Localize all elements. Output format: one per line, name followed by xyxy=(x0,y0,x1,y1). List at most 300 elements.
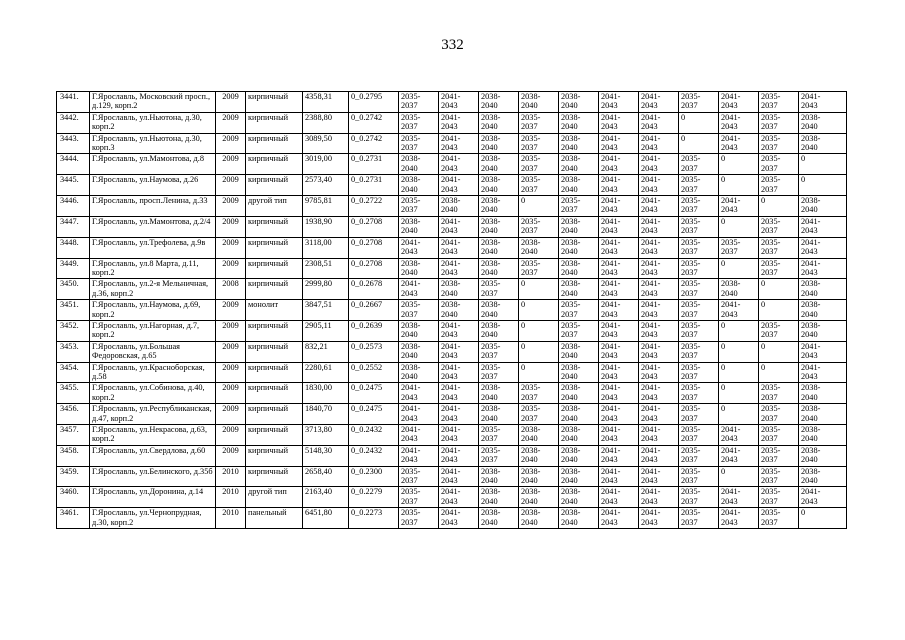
repair-period-cell: 2038- 2040 xyxy=(559,404,599,425)
repair-period-cell: 0 xyxy=(759,341,799,362)
area-cell: 2388,80 xyxy=(303,112,349,133)
repair-period-cell: 2041- 2043 xyxy=(439,466,479,487)
repair-period-cell: 2038- 2040 xyxy=(559,341,599,362)
repair-period-cell: 2038- 2040 xyxy=(559,383,599,404)
area-cell: 2658,40 xyxy=(303,466,349,487)
rating-cell: 0_0.2432 xyxy=(349,445,399,466)
rating-cell: 0_0.2731 xyxy=(349,175,399,196)
repair-period-cell: 2038- 2040 xyxy=(479,487,519,508)
table-row xyxy=(57,425,847,446)
repair-period-cell: 2035- 2037 xyxy=(479,425,519,446)
year-cell: 2010 xyxy=(216,487,246,508)
repair-period-cell: 2038- 2040 xyxy=(479,154,519,175)
repair-period-cell: 2041- 2043 xyxy=(439,320,479,341)
area-cell: 3713,80 xyxy=(303,425,349,446)
wall-material-cell: кирпичный xyxy=(246,133,303,154)
repair-period-cell: 2035- 2037 xyxy=(679,300,719,321)
row-number: 3441. xyxy=(57,92,90,113)
repair-period-cell: 2041- 2043 xyxy=(399,445,439,466)
repair-period-cell: 2038- 2040 xyxy=(559,445,599,466)
repair-period-cell: 2038- 2040 xyxy=(559,112,599,133)
repair-period-cell: 0 xyxy=(799,175,847,196)
repair-period-cell: 2041- 2043 xyxy=(799,258,847,279)
address-cell: Г.Ярославль, ул.Большая Федоровская, д.65 xyxy=(90,341,216,362)
rating-cell: 0_0.2708 xyxy=(349,216,399,237)
repair-period-cell: 2035- 2037 xyxy=(679,341,719,362)
repair-period-cell: 2035- 2037 xyxy=(759,258,799,279)
repair-period-cell: 2035- 2037 xyxy=(399,92,439,113)
rating-cell: 0_0.2573 xyxy=(349,341,399,362)
address-cell: Г.Ярославль, ул.Свердлова, д.60 xyxy=(90,445,216,466)
year-cell: 2009 xyxy=(216,383,246,404)
repair-period-cell: 2041- 2043 xyxy=(639,487,679,508)
repair-period-cell: 2041- 2043 xyxy=(439,133,479,154)
repair-period-cell: 2035- 2037 xyxy=(759,404,799,425)
year-cell: 2009 xyxy=(216,341,246,362)
repair-period-cell: 2035- 2037 xyxy=(759,237,799,258)
repair-period-cell: 2035- 2037 xyxy=(679,279,719,300)
row-number: 3452. xyxy=(57,320,90,341)
repair-period-cell: 2041- 2043 xyxy=(599,320,639,341)
repair-period-cell: 2041- 2043 xyxy=(639,383,679,404)
row-number: 3461. xyxy=(57,508,90,529)
address-cell: Г.Ярославль, ул.Собинова, д.40, корп.2 xyxy=(90,383,216,404)
repair-period-cell: 2041- 2043 xyxy=(439,92,479,113)
repair-period-cell: 2041- 2043 xyxy=(599,112,639,133)
repair-period-cell: 2041- 2043 xyxy=(439,175,479,196)
repair-period-cell: 2038- 2040 xyxy=(799,196,847,217)
repair-period-cell: 2041- 2043 xyxy=(799,237,847,258)
repair-period-cell: 2038- 2040 xyxy=(799,112,847,133)
repair-period-cell: 2035- 2037 xyxy=(479,279,519,300)
repair-period-cell: 2041- 2043 xyxy=(799,487,847,508)
rating-cell: 0_0.2639 xyxy=(349,320,399,341)
repair-period-cell: 0 xyxy=(759,362,799,383)
table-row xyxy=(57,320,847,341)
year-cell: 2009 xyxy=(216,133,246,154)
area-cell: 1840,70 xyxy=(303,404,349,425)
repair-period-cell: 2041- 2043 xyxy=(599,362,639,383)
repair-period-cell: 2038- 2040 xyxy=(479,320,519,341)
row-number: 3451. xyxy=(57,300,90,321)
repair-period-cell: 0 xyxy=(719,362,759,383)
repair-period-cell: 2038- 2040 xyxy=(799,466,847,487)
repair-period-cell: 2038- 2040 xyxy=(799,279,847,300)
rating-cell: 0_0.2742 xyxy=(349,112,399,133)
year-cell: 2009 xyxy=(216,445,246,466)
repair-period-cell: 2041- 2043 xyxy=(719,508,759,529)
row-number: 3457. xyxy=(57,425,90,446)
repair-period-cell: 0 xyxy=(759,196,799,217)
repair-period-cell: 2035- 2037 xyxy=(679,258,719,279)
repair-period-cell: 2038- 2040 xyxy=(479,508,519,529)
rating-cell: 0_0.2475 xyxy=(349,404,399,425)
repair-period-cell: 2035- 2037 xyxy=(759,320,799,341)
repair-period-cell: 2038- 2040 xyxy=(559,154,599,175)
repair-period-cell: 0 xyxy=(719,154,759,175)
repair-period-cell: 0 xyxy=(679,112,719,133)
repair-period-cell: 2041- 2043 xyxy=(439,425,479,446)
repair-period-cell: 2041- 2043 xyxy=(599,445,639,466)
repair-period-cell: 2035- 2037 xyxy=(679,154,719,175)
repair-period-cell: 2035- 2037 xyxy=(519,175,559,196)
row-number: 3456. xyxy=(57,404,90,425)
year-cell: 2009 xyxy=(216,362,246,383)
wall-material-cell: монолит xyxy=(246,300,303,321)
repair-period-cell: 2038- 2040 xyxy=(519,237,559,258)
repair-period-cell: 2041- 2043 xyxy=(639,508,679,529)
repair-period-cell: 2038- 2040 xyxy=(559,216,599,237)
table-row xyxy=(57,404,847,425)
repair-period-cell: 2038- 2040 xyxy=(479,383,519,404)
repair-period-cell: 0 xyxy=(799,154,847,175)
wall-material-cell: кирпичный xyxy=(246,425,303,446)
rating-cell: 0_0.2708 xyxy=(349,258,399,279)
repair-period-cell: 2041- 2043 xyxy=(719,445,759,466)
repair-period-cell: 2035- 2037 xyxy=(679,92,719,113)
row-number: 3442. xyxy=(57,112,90,133)
address-cell: Г.Ярославль, ул.Наумова, д.26 xyxy=(90,175,216,196)
repair-period-cell: 2035- 2037 xyxy=(759,425,799,446)
repair-period-cell: 2035- 2037 xyxy=(679,466,719,487)
table-body xyxy=(57,92,847,529)
row-number: 3450. xyxy=(57,279,90,300)
area-cell: 6451,80 xyxy=(303,508,349,529)
address-cell: Г.Ярославль, ул.2-я Мельничная, д.36, корп.2 xyxy=(90,279,216,300)
repair-period-cell: 2041- 2043 xyxy=(599,133,639,154)
repair-period-cell: 2041- 2043 xyxy=(639,466,679,487)
repair-period-cell: 2041- 2043 xyxy=(399,279,439,300)
area-cell: 2280,61 xyxy=(303,362,349,383)
repair-period-cell: 2035- 2037 xyxy=(759,175,799,196)
rating-cell: 0_0.2475 xyxy=(349,383,399,404)
repair-period-cell: 2035- 2037 xyxy=(679,320,719,341)
repair-period-cell: 2041- 2043 xyxy=(639,279,679,300)
repair-period-cell: 2041- 2043 xyxy=(639,92,679,113)
repair-period-cell: 0 xyxy=(719,216,759,237)
rating-cell: 0_0.2678 xyxy=(349,279,399,300)
repair-period-cell: 2041- 2043 xyxy=(599,383,639,404)
repair-period-cell: 2038- 2040 xyxy=(399,258,439,279)
area-cell: 2999,80 xyxy=(303,279,349,300)
repair-period-cell: 2035- 2037 xyxy=(519,404,559,425)
repair-period-cell: 2041- 2043 xyxy=(639,320,679,341)
repair-period-cell: 2041- 2043 xyxy=(639,362,679,383)
repair-period-cell: 0 xyxy=(719,341,759,362)
repair-period-cell: 2038- 2040 xyxy=(479,196,519,217)
repair-period-cell: 2035- 2037 xyxy=(759,487,799,508)
wall-material-cell: кирпичный xyxy=(246,279,303,300)
area-cell: 2573,40 xyxy=(303,175,349,196)
area-cell: 2905,11 xyxy=(303,320,349,341)
repair-period-cell: 2035- 2037 xyxy=(519,383,559,404)
repair-period-cell: 2041- 2043 xyxy=(639,154,679,175)
rating-cell: 0_0.2722 xyxy=(349,196,399,217)
rating-cell: 0_0.2279 xyxy=(349,487,399,508)
repair-period-cell: 0 xyxy=(679,133,719,154)
repair-period-cell: 2038- 2040 xyxy=(559,362,599,383)
repair-period-cell: 2041- 2043 xyxy=(439,362,479,383)
repair-period-cell: 2038- 2040 xyxy=(559,92,599,113)
table-row xyxy=(57,196,847,217)
table-row xyxy=(57,508,847,529)
repair-period-cell: 2035- 2037 xyxy=(519,216,559,237)
repair-period-cell: 2041- 2043 xyxy=(639,133,679,154)
wall-material-cell: кирпичный xyxy=(246,237,303,258)
repair-period-cell: 2035- 2037 xyxy=(399,487,439,508)
repair-period-cell: 2035- 2037 xyxy=(759,92,799,113)
area-cell: 3089,50 xyxy=(303,133,349,154)
address-cell: Г.Ярославль, ул.Некрасова, д.63, корп.2 xyxy=(90,425,216,446)
repair-period-cell: 2041- 2043 xyxy=(639,258,679,279)
wall-material-cell: панельный xyxy=(246,508,303,529)
repair-period-cell: 2041- 2043 xyxy=(719,300,759,321)
address-cell: Г.Ярославль, ул.Нагорная, д.7, корп.2 xyxy=(90,320,216,341)
repair-period-cell: 2041- 2043 xyxy=(439,154,479,175)
repair-period-cell: 0 xyxy=(759,300,799,321)
repair-period-cell: 2041- 2043 xyxy=(639,112,679,133)
repair-period-cell: 2035- 2037 xyxy=(679,487,719,508)
repair-period-cell: 0 xyxy=(719,404,759,425)
year-cell: 2009 xyxy=(216,112,246,133)
year-cell: 2009 xyxy=(216,196,246,217)
rating-cell: 0_0.2795 xyxy=(349,92,399,113)
repair-period-cell: 2035- 2037 xyxy=(399,133,439,154)
repair-period-cell: 2035- 2037 xyxy=(399,300,439,321)
repair-period-cell: 0 xyxy=(519,362,559,383)
area-cell: 2163,40 xyxy=(303,487,349,508)
repair-period-cell: 2041- 2043 xyxy=(799,341,847,362)
repair-period-cell: 2038- 2040 xyxy=(559,425,599,446)
repair-period-cell: 2041- 2043 xyxy=(599,237,639,258)
area-cell: 3847,51 xyxy=(303,300,349,321)
area-cell: 5148,30 xyxy=(303,445,349,466)
repair-period-cell: 2041- 2043 xyxy=(439,216,479,237)
repair-period-cell: 2038- 2040 xyxy=(399,362,439,383)
repair-period-cell: 0 xyxy=(519,196,559,217)
repair-period-cell: 2038- 2040 xyxy=(479,92,519,113)
repair-period-cell: 2038- 2040 xyxy=(519,508,559,529)
repair-period-cell: 2038- 2040 xyxy=(399,341,439,362)
repair-period-cell: 2038- 2040 xyxy=(399,320,439,341)
repair-period-cell: 2038- 2040 xyxy=(519,92,559,113)
repair-period-cell: 2038- 2040 xyxy=(559,175,599,196)
repair-period-cell: 2035- 2037 xyxy=(759,383,799,404)
year-cell: 2009 xyxy=(216,175,246,196)
wall-material-cell: кирпичный xyxy=(246,258,303,279)
repair-period-cell: 2035- 2037 xyxy=(519,258,559,279)
repair-period-cell: 2041- 2043 xyxy=(599,404,639,425)
area-cell: 3118,00 xyxy=(303,237,349,258)
year-cell: 2009 xyxy=(216,92,246,113)
table-row xyxy=(57,92,847,113)
repair-period-cell: 2035- 2037 xyxy=(719,237,759,258)
repair-period-cell: 2038- 2040 xyxy=(519,487,559,508)
area-cell: 832,21 xyxy=(303,341,349,362)
repair-period-cell: 2041- 2043 xyxy=(719,425,759,446)
repair-period-cell: 2041- 2043 xyxy=(599,300,639,321)
repair-period-cell: 2035- 2037 xyxy=(519,133,559,154)
repair-period-cell: 2041- 2043 xyxy=(599,92,639,113)
repair-period-cell: 2035- 2037 xyxy=(679,404,719,425)
repair-period-cell: 2041- 2043 xyxy=(599,154,639,175)
address-cell: Г.Ярославль, ул.Наумова, д.69, корп.2 xyxy=(90,300,216,321)
wall-material-cell: кирпичный xyxy=(246,445,303,466)
table-row xyxy=(57,112,847,133)
repair-period-cell: 2041- 2043 xyxy=(639,445,679,466)
repair-period-cell: 2035- 2037 xyxy=(759,445,799,466)
rating-cell: 0_0.2742 xyxy=(349,133,399,154)
repair-period-cell: 2041- 2043 xyxy=(639,300,679,321)
repair-period-cell: 2038- 2040 xyxy=(479,466,519,487)
repair-period-cell: 2035- 2037 xyxy=(679,196,719,217)
rating-cell: 0_0.2300 xyxy=(349,466,399,487)
rating-cell: 0_0.2273 xyxy=(349,508,399,529)
repair-period-cell: 2041- 2043 xyxy=(719,133,759,154)
wall-material-cell: кирпичный xyxy=(246,175,303,196)
area-cell: 3019,00 xyxy=(303,154,349,175)
repair-period-cell: 2038- 2040 xyxy=(519,425,559,446)
area-cell: 4358,31 xyxy=(303,92,349,113)
row-number: 3443. xyxy=(57,133,90,154)
row-number: 3454. xyxy=(57,362,90,383)
repair-period-cell: 2041- 2043 xyxy=(639,216,679,237)
area-cell: 2308,51 xyxy=(303,258,349,279)
repair-period-cell: 2041- 2043 xyxy=(439,383,479,404)
repair-period-cell: 2041- 2043 xyxy=(719,112,759,133)
table-row xyxy=(57,487,847,508)
address-cell: Г.Ярославль, ул.Трефолева, д.9в xyxy=(90,237,216,258)
repair-period-cell: 2041- 2043 xyxy=(399,383,439,404)
repair-period-cell: 2038- 2040 xyxy=(799,404,847,425)
year-cell: 2009 xyxy=(216,404,246,425)
table-row xyxy=(57,362,847,383)
table-row xyxy=(57,133,847,154)
repair-period-cell: 2035- 2037 xyxy=(479,362,519,383)
repair-period-cell: 2035- 2037 xyxy=(399,196,439,217)
repair-period-cell: 2038- 2040 xyxy=(479,175,519,196)
repair-period-cell: 2035- 2037 xyxy=(759,216,799,237)
repair-period-cell: 2035- 2037 xyxy=(759,508,799,529)
repair-period-cell: 0 xyxy=(519,300,559,321)
repair-period-cell: 2038- 2040 xyxy=(799,445,847,466)
repair-period-cell: 2038- 2040 xyxy=(559,258,599,279)
year-cell: 2008 xyxy=(216,279,246,300)
repair-period-cell: 2038- 2040 xyxy=(519,445,559,466)
repair-period-cell: 2041- 2043 xyxy=(599,466,639,487)
repair-period-cell: 2041- 2043 xyxy=(599,508,639,529)
wall-material-cell: кирпичный xyxy=(246,92,303,113)
year-cell: 2009 xyxy=(216,300,246,321)
repair-period-cell: 2038- 2040 xyxy=(479,404,519,425)
address-cell: Г.Ярославль, ул.Мамонтова, д.2/4 xyxy=(90,216,216,237)
repair-period-cell: 2041- 2043 xyxy=(639,237,679,258)
rating-cell: 0_0.2708 xyxy=(349,237,399,258)
repair-period-cell: 2041- 2043 xyxy=(639,175,679,196)
repair-period-cell: 2041- 2043 xyxy=(439,112,479,133)
year-cell: 2009 xyxy=(216,258,246,279)
wall-material-cell: другой тип xyxy=(246,196,303,217)
repair-period-cell: 2038- 2040 xyxy=(479,133,519,154)
repair-period-cell: 2041- 2043 xyxy=(799,216,847,237)
repair-period-cell: 2038- 2040 xyxy=(799,320,847,341)
repair-period-cell: 2035- 2037 xyxy=(519,112,559,133)
repair-period-cell: 0 xyxy=(519,320,559,341)
repair-period-cell: 2035- 2037 xyxy=(679,445,719,466)
wall-material-cell: кирпичный xyxy=(246,216,303,237)
year-cell: 2009 xyxy=(216,216,246,237)
repair-period-cell: 2035- 2037 xyxy=(679,175,719,196)
row-number: 3449. xyxy=(57,258,90,279)
repair-period-cell: 2038- 2040 xyxy=(519,466,559,487)
repair-period-cell: 2035- 2037 xyxy=(679,508,719,529)
address-cell: Г.Ярославль, ул.Республиканская, д.47, корп.2 xyxy=(90,404,216,425)
table-row xyxy=(57,300,847,321)
repair-period-cell: 2038- 2040 xyxy=(399,154,439,175)
area-cell: 1938,90 xyxy=(303,216,349,237)
wall-material-cell: кирпичный xyxy=(246,362,303,383)
repair-period-cell: 2035- 2037 xyxy=(759,154,799,175)
repair-period-cell: 2041- 2043 xyxy=(599,175,639,196)
address-cell: Г.Ярославль, ул.Белинского, д.35б xyxy=(90,466,216,487)
repair-period-cell: 2035- 2037 xyxy=(759,466,799,487)
repair-period-cell: 2041- 2043 xyxy=(719,487,759,508)
repair-period-cell: 2041- 2043 xyxy=(719,92,759,113)
address-cell: Г.Ярославль, ул.Мамонтова, д.8 xyxy=(90,154,216,175)
year-cell: 2009 xyxy=(216,237,246,258)
repair-period-cell: 2041- 2043 xyxy=(439,341,479,362)
repair-period-cell: 2041- 2043 xyxy=(719,196,759,217)
repair-period-cell: 2035- 2037 xyxy=(759,133,799,154)
address-cell: Г.Ярославль, ул.Чернопрудная, д.30, корп.2 xyxy=(90,508,216,529)
table-row xyxy=(57,466,847,487)
repair-period-cell: 2041- 2043 xyxy=(599,279,639,300)
rating-cell: 0_0.2432 xyxy=(349,425,399,446)
repair-period-cell: 0 xyxy=(719,175,759,196)
repair-period-cell: 2041- 2043 xyxy=(439,404,479,425)
repair-period-cell: 0 xyxy=(719,383,759,404)
repair-period-cell: 2041- 2043 xyxy=(599,196,639,217)
repair-period-cell: 2038- 2040 xyxy=(479,216,519,237)
repair-period-cell: 2035- 2037 xyxy=(479,445,519,466)
address-cell: Г.Ярославль, ул.Красноборская, д.58 xyxy=(90,362,216,383)
repair-period-cell: 2035- 2037 xyxy=(479,341,519,362)
repair-period-cell: 2041- 2043 xyxy=(639,341,679,362)
rating-cell: 0_0.2552 xyxy=(349,362,399,383)
repair-period-cell: 0 xyxy=(719,320,759,341)
row-number: 3446. xyxy=(57,196,90,217)
repair-period-cell: 2041- 2043 xyxy=(439,487,479,508)
repair-period-cell: 2035- 2037 xyxy=(679,216,719,237)
row-number: 3455. xyxy=(57,383,90,404)
address-cell: Г.Ярославль, ул.8 Марта, д.11, корп.2 xyxy=(90,258,216,279)
repair-period-cell: 2041- 2043 xyxy=(399,404,439,425)
repair-period-cell: 0 xyxy=(519,279,559,300)
address-cell: Г.Ярославль, Московский просп., д.129, корп.2 xyxy=(90,92,216,113)
repair-period-cell: 2041- 2043 xyxy=(799,92,847,113)
table-row xyxy=(57,154,847,175)
repair-period-cell: 2038- 2040 xyxy=(439,300,479,321)
repair-period-cell: 0 xyxy=(719,258,759,279)
table-row xyxy=(57,279,847,300)
repair-period-cell: 2035- 2037 xyxy=(759,112,799,133)
repair-period-cell: 2041- 2043 xyxy=(599,487,639,508)
row-number: 3453. xyxy=(57,341,90,362)
repair-period-cell: 2038- 2040 xyxy=(559,237,599,258)
row-number: 3459. xyxy=(57,466,90,487)
year-cell: 2010 xyxy=(216,466,246,487)
repair-period-cell: 0 xyxy=(759,279,799,300)
